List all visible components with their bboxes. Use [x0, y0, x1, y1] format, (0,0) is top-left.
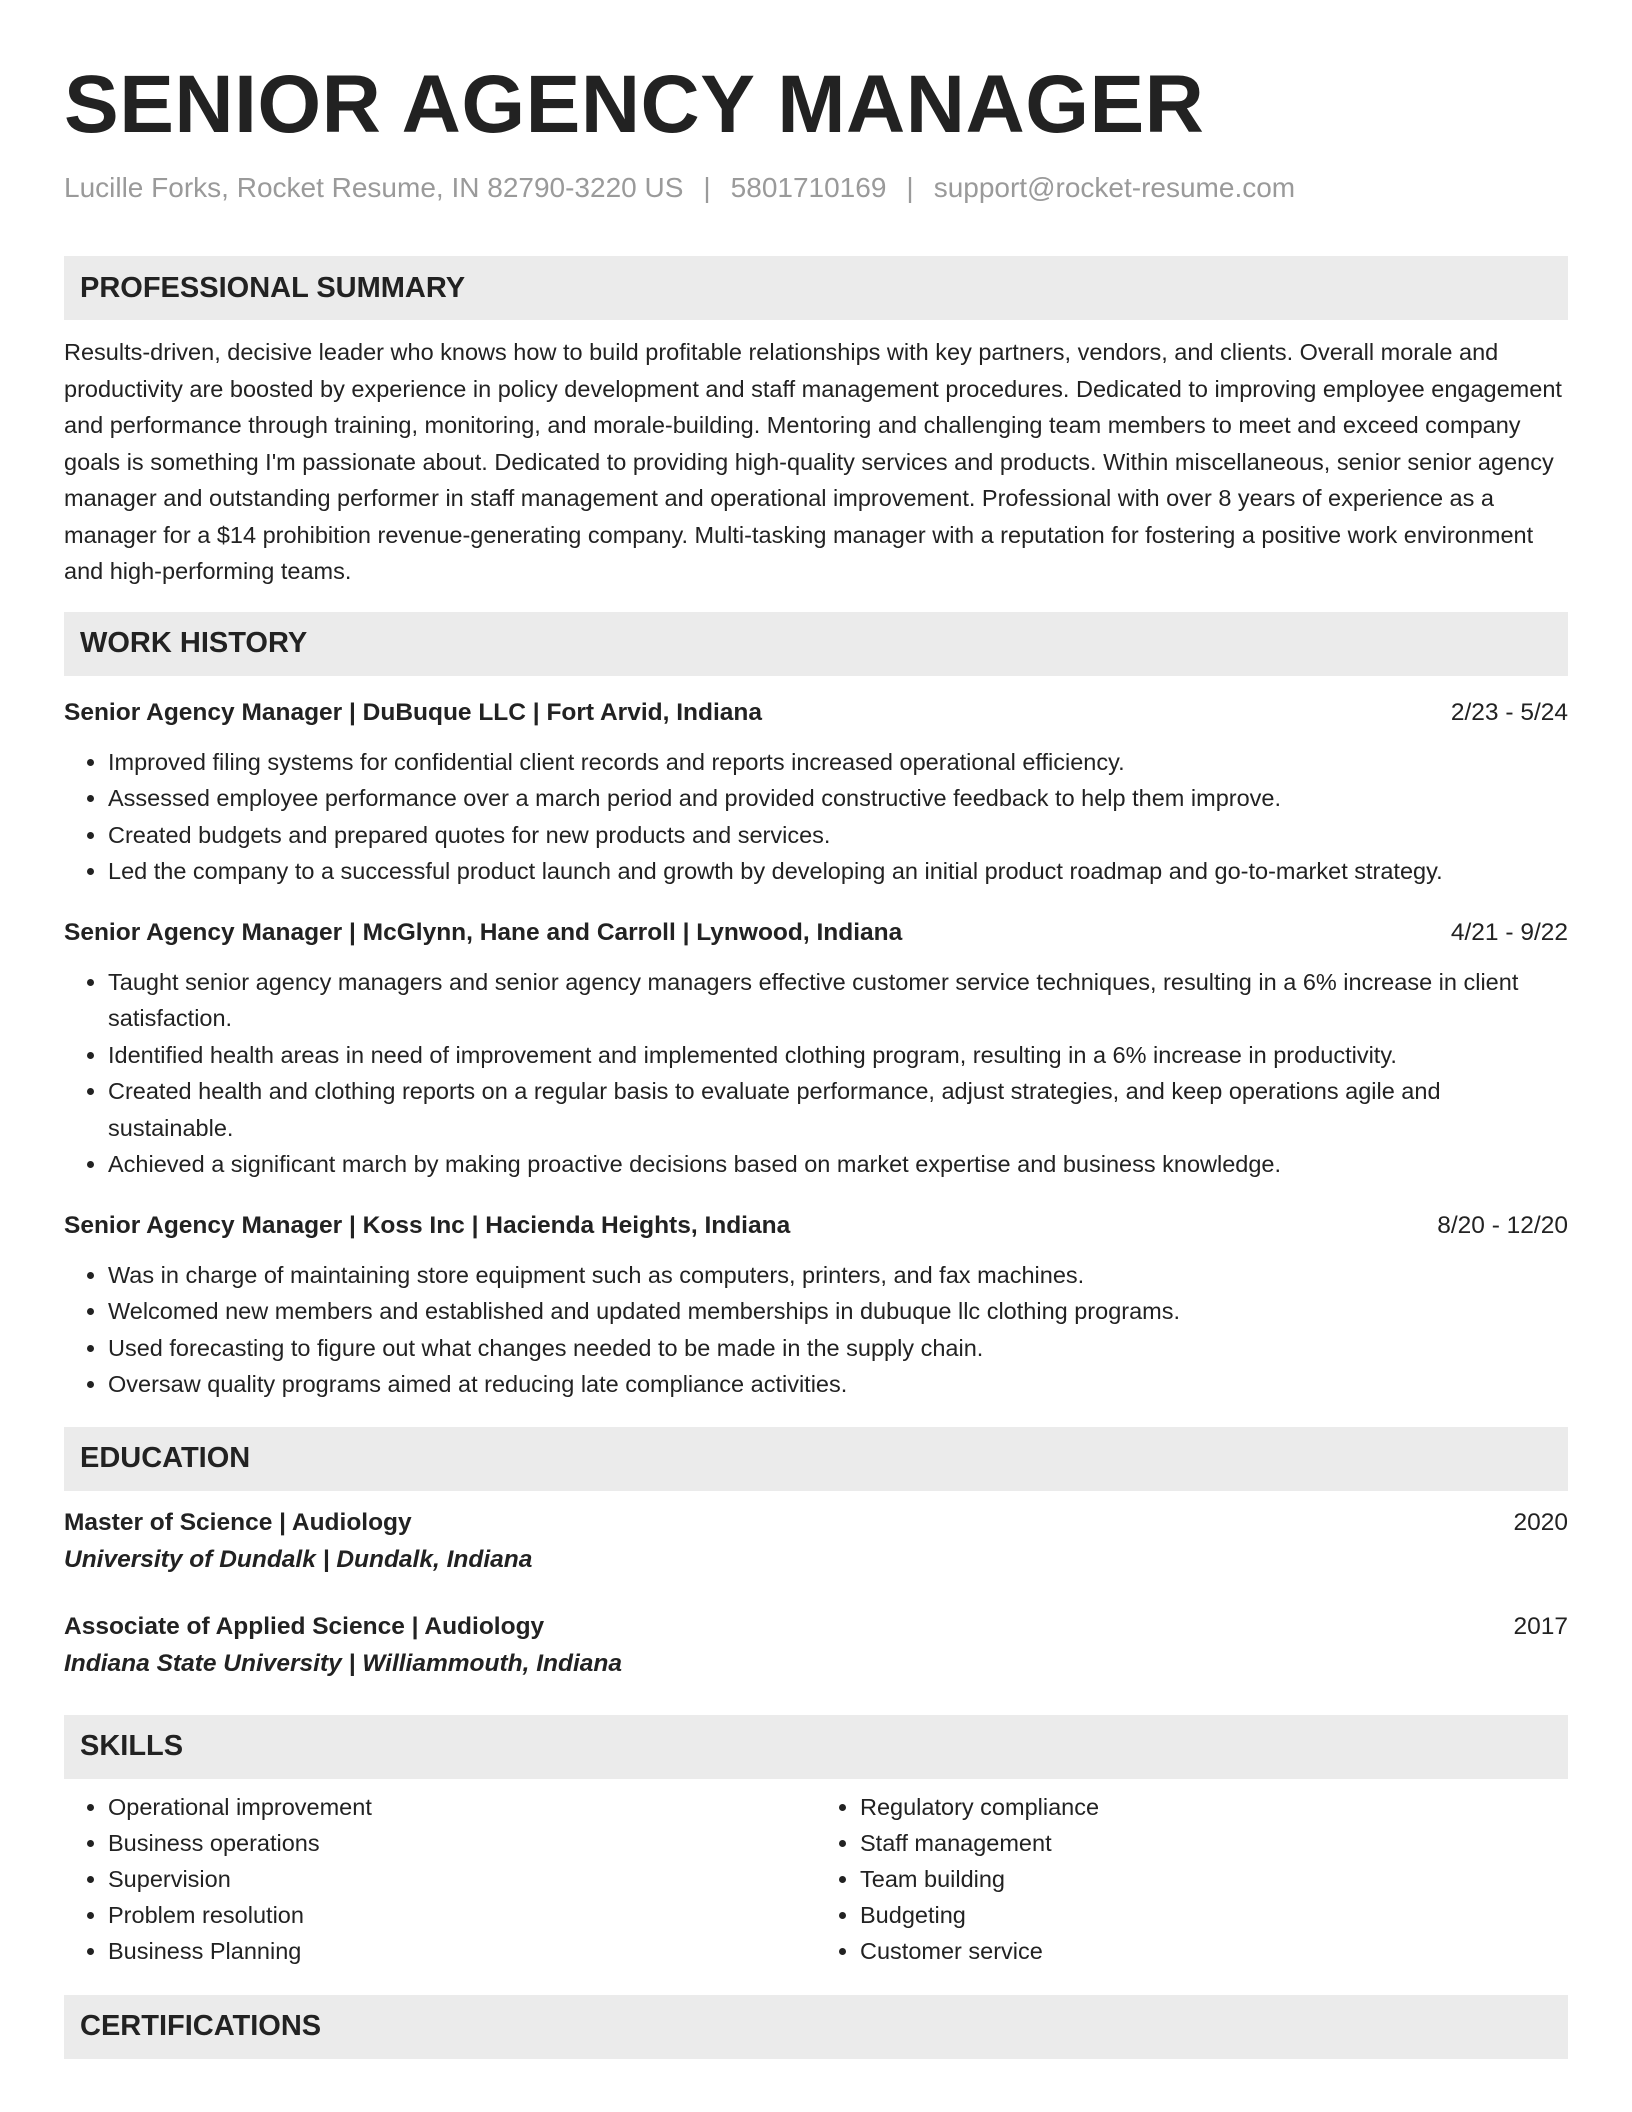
skill-item: • Business operations — [108, 1825, 816, 1861]
skill-item: • Problem resolution — [108, 1897, 816, 1933]
education-degree-row — [64, 1505, 1568, 1541]
job-bullets — [64, 1257, 1568, 1403]
job-entry — [64, 696, 1568, 890]
education-entry — [64, 1505, 1568, 1579]
education-year: 2020 — [1513, 1508, 1568, 1536]
skill-item: • Business Planning — [108, 1933, 816, 1969]
job-title: Senior Agency Manager | DuBuque LLC | Fort Arvid, Indiana — [64, 698, 762, 726]
section-header-education: EDUCATION — [64, 1427, 1568, 1491]
job-bullet: • Created health and clothing reports on a regular basis to evaluate performance, adjust strategies, and keep operations agile and sustainable. — [108, 1073, 1568, 1146]
section-header-work-history: WORK HISTORY — [64, 612, 1568, 676]
job-header — [64, 696, 1568, 730]
education-school: Indiana State University | Williammouth, Indiana — [64, 1649, 622, 1677]
contact-email: support@rocket-resume.com — [933, 172, 1296, 203]
education-degree: Associate of Applied Science | Audiology — [64, 1612, 545, 1640]
contact-separator: | — [703, 172, 711, 203]
job-bullet: • Led the company to a successful product launch and growth by developing an initial product roadmap and go-to-market strategy. — [108, 853, 1568, 890]
summary-text: Results-driven, decisive leader who knows how to build profitable relationships with key partners, vendors, and clients. Overall morale and productivity are boosted by experience in policy development and staff management procedures. Dedicated to improving employee engagement and performance through training, monitoring, and morale-building. Mentoring and challenging team members to meet and exceed company goals is something I'm passionate about. Dedicated to providing high-quality services and products. Within miscellaneous, senior senior agency manager and outstanding performer in staff management and operational improvement. Professional with over 8 years of experience as a manager for a $14 prohibition revenue-generating company. Multi-tasking manager with a reputation for fostering a positive work environment and high-performing teams. — [64, 339, 1562, 584]
job-dates: 2/23 - 5/24 — [1450, 698, 1568, 726]
job-bullet: • Was in charge of maintaining store equipment such as computers, printers, and fax machines. — [108, 1257, 1568, 1294]
section-header-certifications: CERTIFICATIONS — [64, 1995, 1568, 2059]
skill-item: • Regulatory compliance — [860, 1789, 1568, 1825]
skill-item: • Team building — [860, 1861, 1568, 1897]
contact-line — [64, 172, 1568, 204]
section-header-summary: PROFESSIONAL SUMMARY — [64, 256, 1568, 320]
job-bullet: • Taught senior agency managers and senior agency managers effective customer service techniques, resulting in a 6% increase in client satisfaction. — [108, 964, 1568, 1037]
job-bullet: • Created budgets and prepared quotes for new products and services. — [108, 817, 1568, 854]
education-degree: Master of Science | Audiology — [64, 1508, 412, 1536]
job-bullet: • Oversaw quality programs aimed at reducing late compliance activities. — [108, 1366, 1568, 1403]
job-dates: 4/21 - 9/22 — [1450, 918, 1568, 946]
skill-item: • Staff management — [860, 1825, 1568, 1861]
job-title: Senior Agency Manager | Koss Inc | Hacienda Heights, Indiana — [64, 1211, 791, 1239]
education-entry — [64, 1609, 1568, 1683]
job-bullet: • Welcomed new members and established and updated memberships in dubuque llc clothing programs. — [108, 1293, 1568, 1330]
job-bullet: • Assessed employee performance over a march period and provided constructive feedback to help them improve. — [108, 780, 1568, 817]
skill-item: • Budgeting — [860, 1897, 1568, 1933]
contact-separator: | — [906, 172, 914, 203]
skill-item: • Operational improvement — [108, 1789, 816, 1825]
job-bullet: • Identified health areas in need of improvement and implemented clothing program, resulting in a 6% increase in productivity. — [108, 1037, 1568, 1074]
education-year: 2017 — [1513, 1612, 1568, 1640]
skills-list — [64, 1789, 1568, 1969]
education-degree-row — [64, 1609, 1568, 1645]
contact-address: Lucille Forks, Rocket Resume, IN 82790-3220 US — [64, 172, 684, 203]
education-school: University of Dundalk | Dundalk, Indiana — [64, 1545, 533, 1573]
skill-item: • Customer service — [860, 1933, 1568, 1969]
section-header-skills: SKILLS — [64, 1715, 1568, 1779]
job-entry — [64, 1209, 1568, 1403]
job-bullet: • Achieved a significant march by making proactive decisions based on market expertise and business knowledge. — [108, 1146, 1568, 1183]
job-title: Senior Agency Manager | McGlynn, Hane and Carroll | Lynwood, Indiana — [64, 918, 903, 946]
job-entry — [64, 916, 1568, 1183]
resume-title: SENIOR AGENCY MANAGER — [64, 59, 1205, 150]
job-bullets — [64, 964, 1568, 1183]
skills-column-left — [64, 1789, 816, 1969]
job-dates: 8/20 - 12/20 — [1437, 1211, 1568, 1239]
contact-phone: 5801710169 — [730, 172, 887, 203]
skills-column-right — [816, 1789, 1568, 1969]
job-header — [64, 916, 1568, 950]
job-bullet: • Used forecasting to figure out what changes needed to be made in the supply chain. — [108, 1330, 1568, 1367]
job-header — [64, 1209, 1568, 1243]
job-bullets — [64, 744, 1568, 890]
skill-item: • Supervision — [108, 1861, 816, 1897]
job-bullet: • Improved filing systems for confidential client records and reports increased operational efficiency. — [108, 744, 1568, 781]
